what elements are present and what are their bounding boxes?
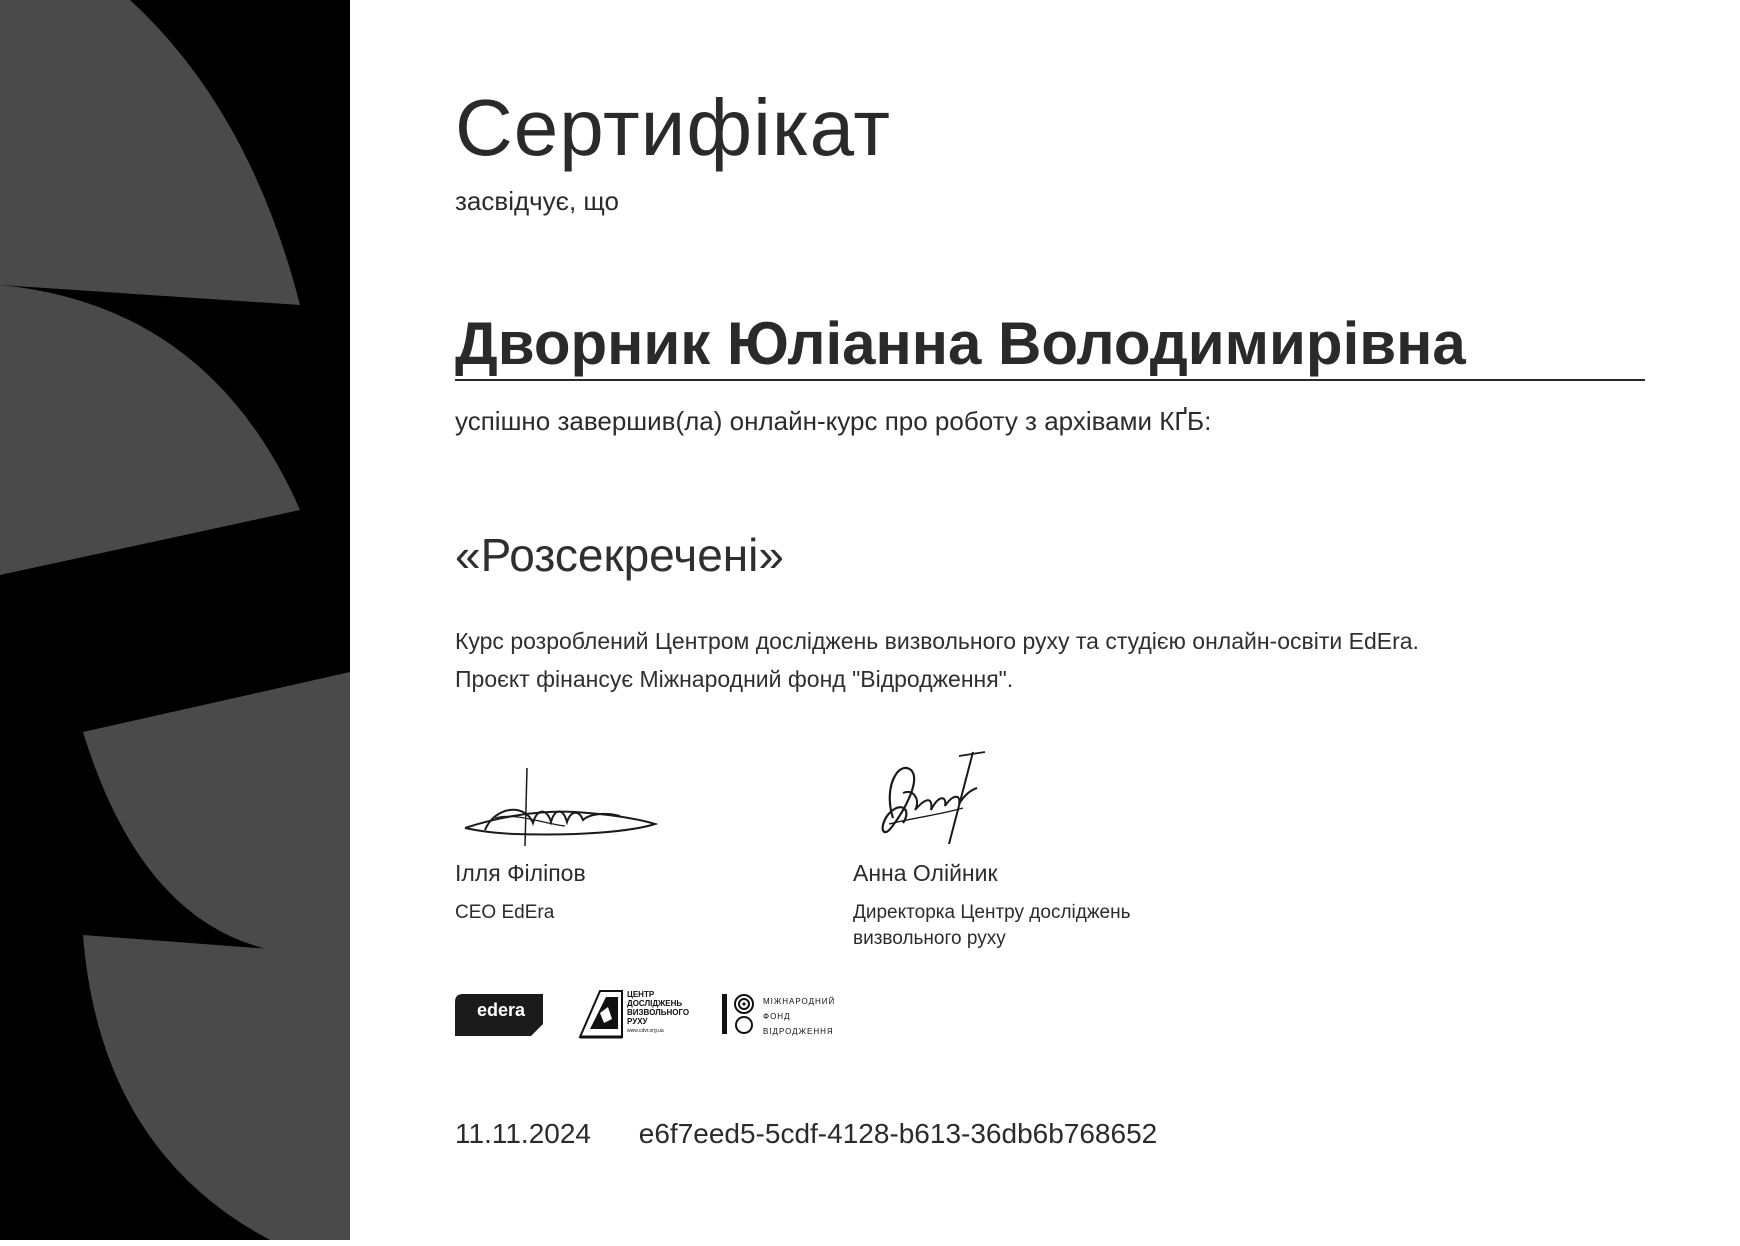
irf-logo-line: ВІДРОДЖЕННЯ — [763, 1027, 834, 1036]
signature-filipov — [455, 748, 675, 848]
decorative-shape-lower — [83, 672, 350, 955]
course-description-line: Проєкт фінансує Міжнародний фонд "Відродження". — [455, 666, 1014, 692]
signer-filipov — [455, 748, 835, 923]
decorative-shapes — [0, 0, 350, 1240]
decorative-shape-bottom — [83, 935, 350, 1240]
signature-oliinyk — [853, 748, 1073, 848]
recipient-name: Дворник Юліанна Володимирівна — [455, 310, 1466, 377]
signer-name: Анна Олійник — [853, 860, 998, 886]
name-underline — [455, 379, 1645, 381]
certificate-date: 11.11.2024 — [455, 1118, 591, 1149]
certificate-content — [455, 0, 1675, 1246]
cdvr-emblem-icon — [578, 989, 624, 1039]
edera-logo-text: edera — [477, 1000, 526, 1020]
cdvr-logo-text — [627, 990, 689, 1035]
course-name: «Розсекречені» — [455, 529, 784, 581]
cdvr-logo-line: РУХУ — [627, 1017, 648, 1026]
irf-logo-line: ФОНД — [763, 1012, 791, 1021]
decorative-shape-middle — [0, 285, 300, 575]
irf-logo — [720, 992, 850, 1036]
course-description — [455, 622, 1419, 698]
signer-name: Ілля Філіпов — [455, 860, 586, 886]
edera-logo — [455, 994, 543, 1036]
cdvr-logo-line: ЦЕНТР — [627, 990, 655, 999]
cdvr-logo — [578, 989, 688, 1039]
irf-emblem-icon — [720, 992, 758, 1036]
cdvr-logo-line: ДОСЛІДЖЕНЬ — [627, 999, 683, 1008]
signer-role: CEO EdEra — [455, 902, 555, 923]
decorative-side-panel — [0, 0, 350, 1240]
certifies-text: засвідчує, що — [455, 186, 619, 216]
completion-text: успішно завершив(ла) онлайн-курс про роботу з архівами КҐБ: — [455, 406, 1212, 436]
certificate-title: Сертифікат — [455, 83, 892, 172]
decorative-shape-top — [0, 0, 300, 305]
certificate-footer — [455, 1118, 1157, 1150]
cdvr-logo-line: ВИЗВОЛЬНОГО — [627, 1008, 690, 1017]
signer-role: Директорка Центру досліджень визвольного руху — [853, 902, 1131, 949]
signer-oliinyk — [853, 748, 1233, 949]
irf-logo-line: МІЖНАРОДНИЙ — [763, 997, 836, 1006]
certificate-id: e6f7eed5-5cdf-4128-b613-36db6b768652 — [638, 1118, 1158, 1149]
cdvr-logo-url: www.cdvr.org.ua — [627, 1028, 664, 1034]
irf-logo-text — [763, 994, 835, 1039]
course-description-line: Курс розроблений Центром досліджень визвольного руху та студією онлайн-освіти EdEra. — [455, 628, 1419, 654]
